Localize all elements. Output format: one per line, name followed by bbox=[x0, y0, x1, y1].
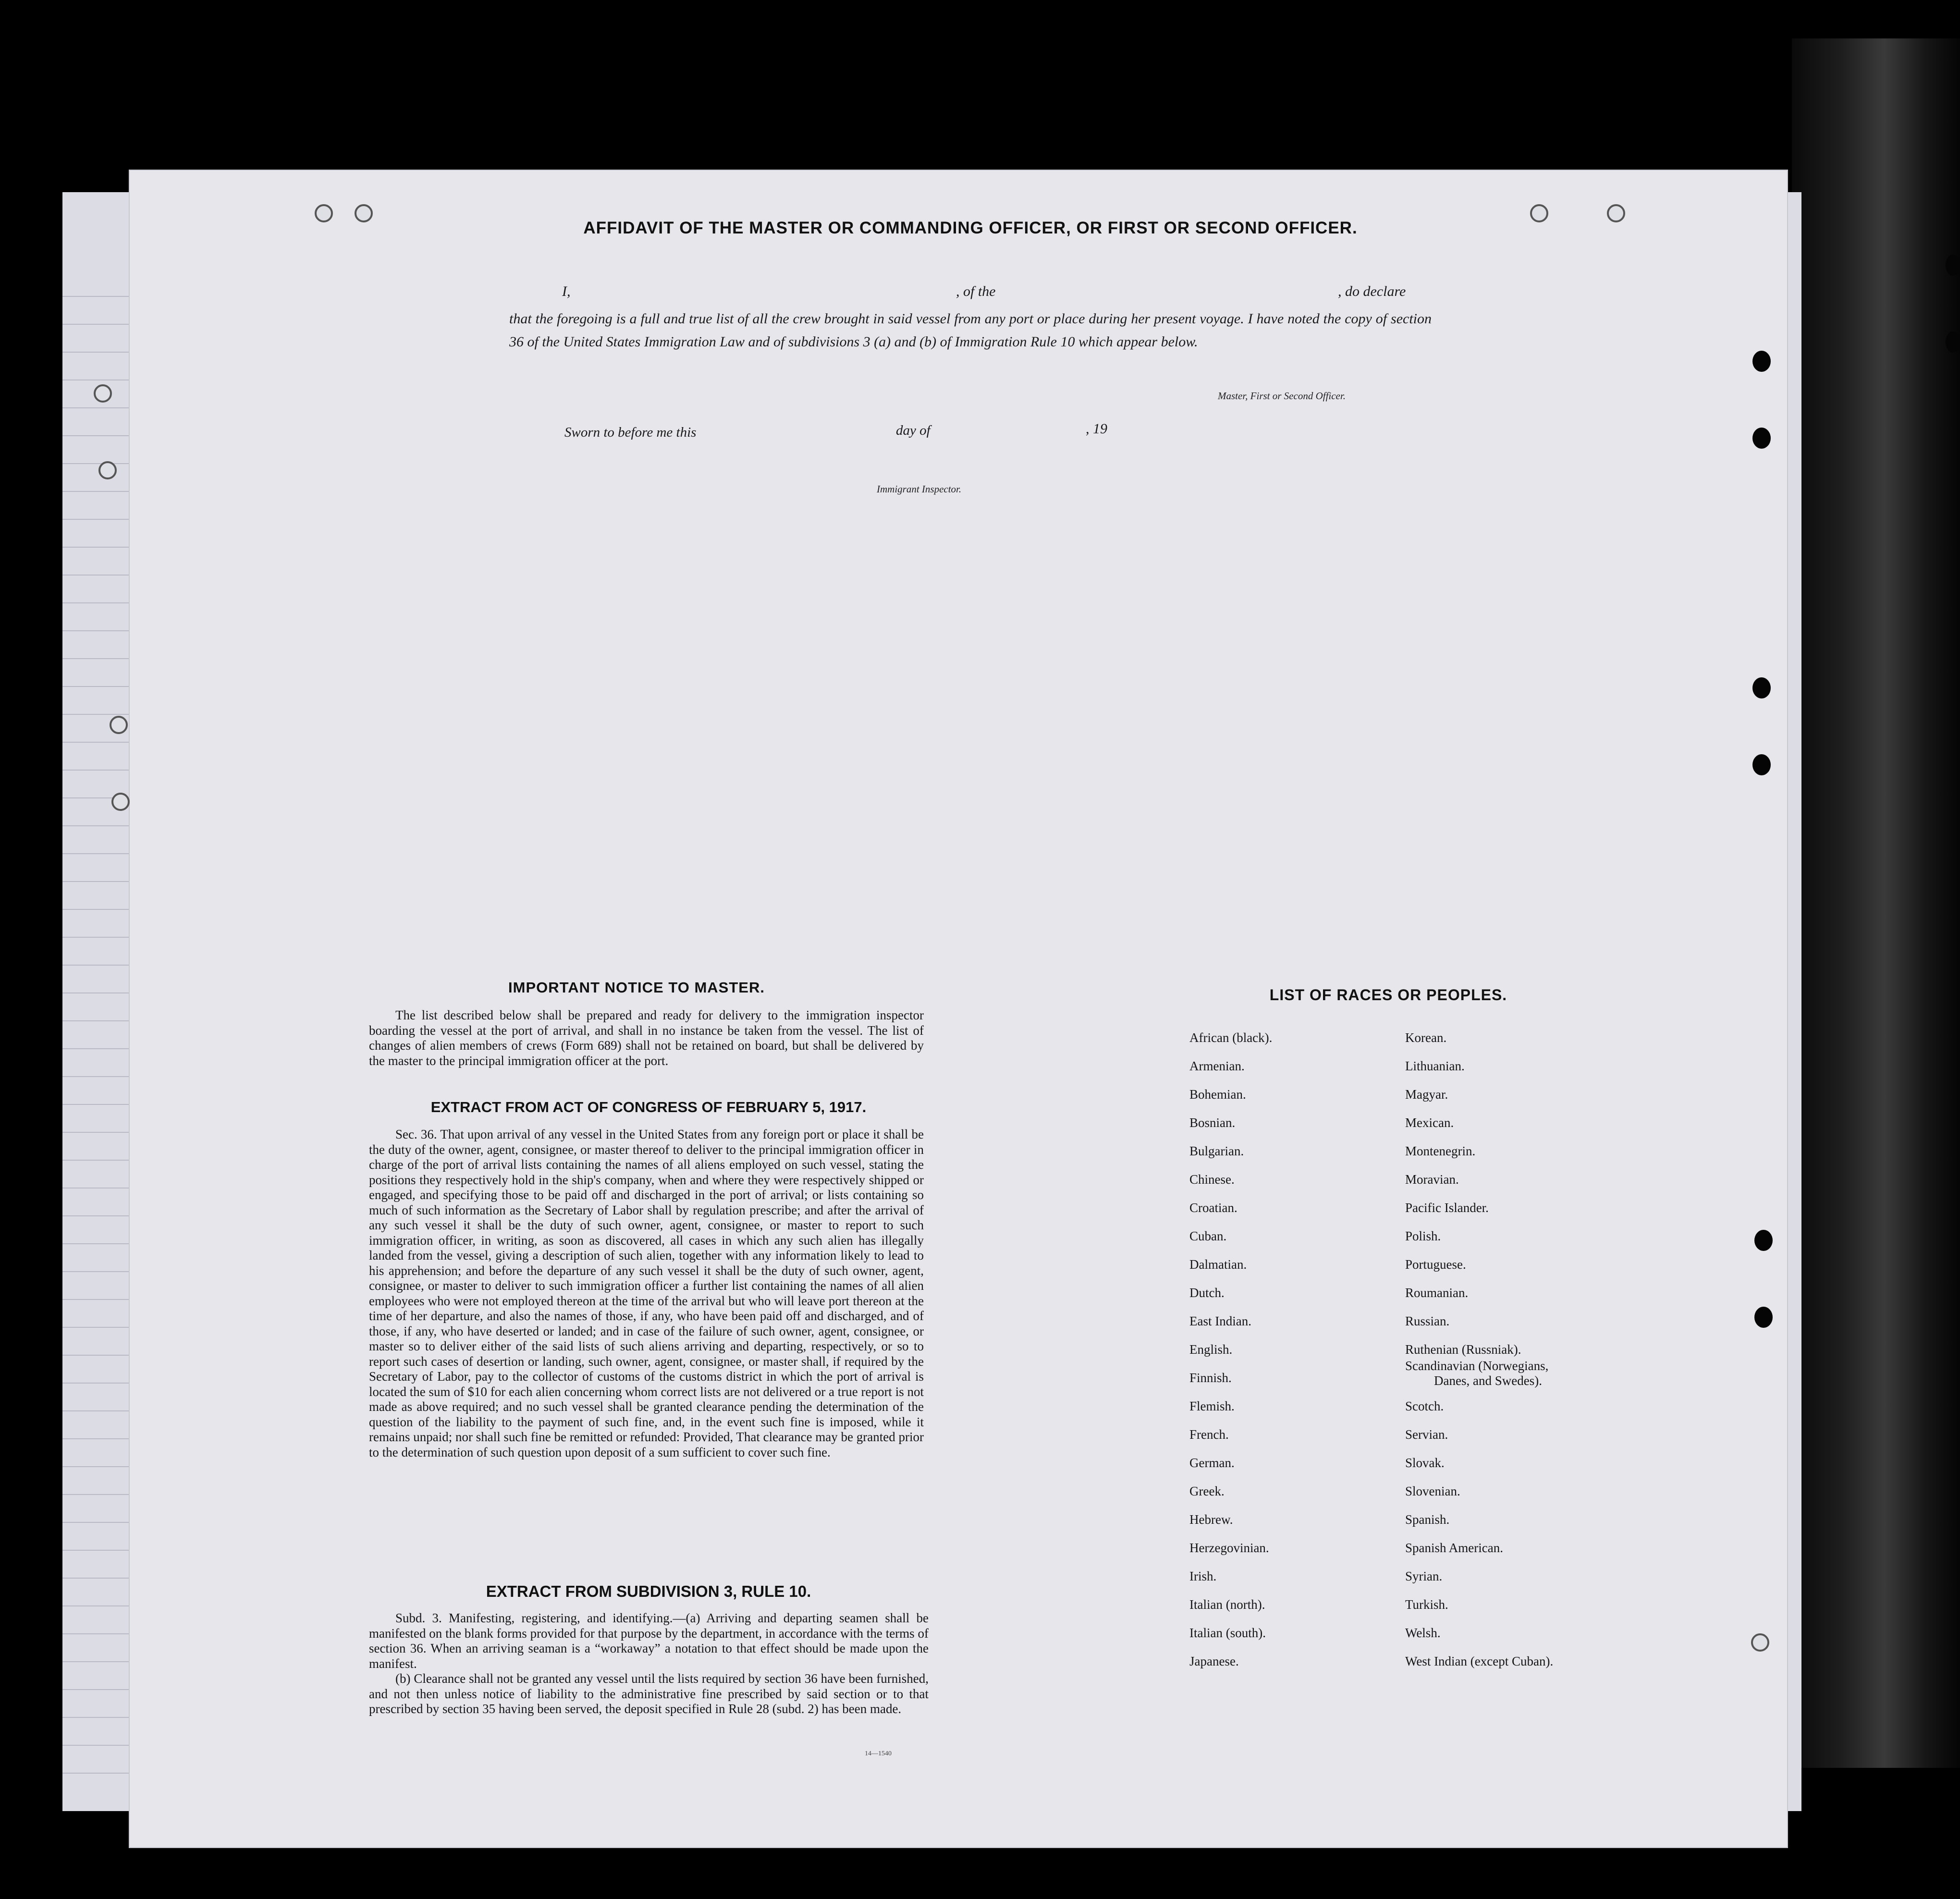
race-item: Turkish. bbox=[1405, 1597, 1448, 1612]
section-36-paragraph: Sec. 36. That upon arrival of any vessel in the United States from any foreign port or place it shall be the duty of the owner, agent, consignee, or master thereof to deliver to the principal immigration officer in charge of the port of arrival lists containing the names of all aliens employed on such vessel, stating the positions they respectively hold in the ship's company, when and where they were respectively shipped or engaged, and specifying those to be paid off and discharged in the port of arrival; or lists containing so much of such information as the Secretary of Labor shall by regulation prescribe; and after the arrival of any such vessel it shall be the duty of such owner, agent, consignee, or master to report to such immigration officer, in writing, as soon as discovered, all cases in which any such alien has illegally landed from the vessel, giving a description of such alien, together with any information likely to lead to his apprehension; and before the departure of any such vessel it shall be the duty of such owner, agent, consignee, or master to deliver to such immigration officer a further list containing the names of all alien employees who were not employed thereon at the time of the arrival but who will leave port thereon at the time of her departure, and also the names of those, if any, who have been paid off and discharged, and of those, if any, who have deserted or landed; and in case of the failure of such owner, agent, consignee, or master so to deliver either of the said lists of such aliens arriving and departing, respectively, or so to report such cases of desertion or landing, such owner, agent, consignee, or master shall, if required by the Secretary of Labor, pay to the collector of customs of the customs district in which the port of arrival is located the sum of $10 for each alien concerning whom correct lists are not delivered or a true report is not made as above required; and no such vessel shall be granted clearance pending the determination of the question of the liability to the payment of such fine, and, in the event such fine is imposed, while it remains unpaid; nor shall such fine be remitted or refunded: Provided, That clearance may be granted prior to the determination of such question upon deposit of a sum sufficient to cover such fine. bbox=[369, 1127, 924, 1459]
inspector-label: Immigrant Inspector. bbox=[877, 483, 962, 495]
race-item: Spanish American. bbox=[1405, 1541, 1503, 1555]
affidavit-of-the-label: , of the bbox=[956, 283, 996, 299]
race-item: French. bbox=[1189, 1427, 1229, 1442]
race-item: Polish. bbox=[1405, 1229, 1441, 1243]
race-item: Flemish. bbox=[1189, 1399, 1235, 1413]
rule-para-a: Subd. 3. Manifesting, registering, and identifying.—(a) Arriving and departing seamen shall be manifested on the blank forms provided for that purpose by the department, in accordance with the terms of section 36. When an arriving seaman is a “workaway” a notation to that effect should be made upon the manifest. bbox=[369, 1611, 929, 1671]
race-item: Cuban. bbox=[1189, 1229, 1227, 1243]
affidavit-declare-label: , do declare bbox=[1338, 283, 1406, 299]
race-item-continuation: Danes, and Swedes). bbox=[1434, 1373, 1542, 1388]
race-item: Scandinavian (Norwegians, bbox=[1405, 1359, 1549, 1373]
races-title: LIST OF RACES OR PEOPLES. bbox=[1269, 986, 1507, 1004]
punch-hole-icon bbox=[1754, 1230, 1773, 1251]
race-item: African (black). bbox=[1189, 1030, 1273, 1045]
signature-label: Master, First or Second Officer. bbox=[1218, 390, 1346, 402]
race-item: Scotch. bbox=[1405, 1399, 1444, 1413]
affidavit-title: AFFIDAVIT OF THE MASTER OR COMMANDING OFFICER, OR FIRST OR SECOND OFFICER. bbox=[583, 219, 1358, 237]
binder-hole-icon bbox=[1530, 204, 1548, 222]
punch-hole-icon bbox=[1752, 754, 1771, 775]
punch-hole-icon bbox=[1752, 428, 1771, 449]
binder-hole-icon bbox=[111, 793, 130, 811]
race-item: Mexican. bbox=[1405, 1115, 1454, 1130]
race-item: Bulgarian. bbox=[1189, 1144, 1244, 1158]
race-item: Irish. bbox=[1189, 1569, 1217, 1583]
race-item: Roumanian. bbox=[1405, 1286, 1469, 1300]
affidavit-paragraph: that the foregoing is a full and true list of all the crew brought in said vessel from any port or place during her present voyage. I have noted the copy of section 36 of the United States Immigration Law and of subdivisions 3 (a) and (b) of Immigration Rule 10 which appear below. bbox=[509, 311, 1432, 350]
race-item: Korean. bbox=[1405, 1030, 1447, 1045]
race-item: Herzegovinian. bbox=[1189, 1541, 1269, 1555]
notice-text bbox=[369, 1008, 924, 1068]
underlying-page-rules bbox=[62, 269, 135, 1782]
year-label: , 19 bbox=[1086, 421, 1107, 437]
punch-hole-icon bbox=[1752, 351, 1771, 372]
race-item: Armenian. bbox=[1189, 1059, 1245, 1073]
race-item: English. bbox=[1189, 1342, 1233, 1357]
punch-hole-icon bbox=[1946, 331, 1960, 353]
race-item: Moravian. bbox=[1405, 1172, 1459, 1187]
race-item: Bohemian. bbox=[1189, 1087, 1246, 1102]
notice-paragraph: The list described below shall be prepared and ready for delivery to the immigration inspector boarding the vessel at the port of arrival, and shall in no instance be taken from the vessel. The list of changes of alien members of crews (Form 689) shall not be retained on board, but shall be delivered by the master to the principal immigration officer at the port. bbox=[369, 1008, 924, 1068]
race-item: Welsh. bbox=[1405, 1626, 1441, 1640]
binder-hole-icon bbox=[1607, 204, 1625, 222]
punch-hole-icon bbox=[1754, 1307, 1773, 1328]
race-item: Syrian. bbox=[1405, 1569, 1443, 1583]
race-item: Montenegrin. bbox=[1405, 1144, 1476, 1158]
race-item: Servian. bbox=[1405, 1427, 1448, 1442]
race-item: Bosnian. bbox=[1189, 1115, 1236, 1130]
race-item: Dutch. bbox=[1189, 1286, 1225, 1300]
race-item: Lithuanian. bbox=[1405, 1059, 1465, 1073]
race-item: Portuguese. bbox=[1405, 1257, 1466, 1272]
race-item: Pacific Islander. bbox=[1405, 1201, 1489, 1215]
sworn-text: Sworn to before me this bbox=[564, 425, 697, 440]
race-item: Italian (north). bbox=[1189, 1597, 1265, 1612]
race-item: East Indian. bbox=[1189, 1314, 1251, 1328]
race-item: Japanese. bbox=[1189, 1654, 1239, 1668]
race-item: Hebrew. bbox=[1189, 1512, 1233, 1527]
race-item: Russian. bbox=[1405, 1314, 1450, 1328]
race-item: Slovenian. bbox=[1405, 1484, 1460, 1498]
race-item: Greek. bbox=[1189, 1484, 1225, 1498]
race-item: Finnish. bbox=[1189, 1371, 1232, 1385]
race-item: Italian (south). bbox=[1189, 1626, 1266, 1640]
race-item: Spanish. bbox=[1405, 1512, 1450, 1527]
race-item: Croatian. bbox=[1189, 1201, 1237, 1215]
extract-act-title: EXTRACT FROM ACT OF CONGRESS OF FEBRUARY 5, 1917. bbox=[430, 1099, 867, 1115]
punch-hole-icon bbox=[1752, 677, 1771, 698]
extract-act-text bbox=[369, 1127, 924, 1460]
extract-rule-text bbox=[369, 1611, 929, 1717]
affidavit-i-label: I, bbox=[562, 283, 571, 299]
binder-hole-icon bbox=[315, 204, 333, 222]
race-item: Slovak. bbox=[1405, 1456, 1445, 1470]
race-item: German. bbox=[1189, 1456, 1235, 1470]
binder-hole-icon bbox=[98, 461, 117, 479]
binder-hole-icon bbox=[355, 204, 373, 222]
race-item: Magyar. bbox=[1405, 1087, 1448, 1102]
binder-hole-icon bbox=[110, 716, 128, 734]
race-item: Ruthenian (Russniak). bbox=[1405, 1342, 1521, 1357]
race-item: Chinese. bbox=[1189, 1172, 1235, 1187]
background-film-edge bbox=[1792, 38, 1960, 1768]
rule-para-b: (b) Clearance shall not be granted any vessel until the lists required by section 36 have been furnished, and not then unless notice of liability to the administrative fine prescribed by said section or to that prescribed by section 35 having been served, the deposit specified in Rule 28 (subd. 2) has been made. bbox=[369, 1671, 929, 1716]
race-item: West Indian (except Cuban). bbox=[1405, 1654, 1554, 1668]
extract-rule-title: EXTRACT FROM SUBDIVISION 3, RULE 10. bbox=[486, 1582, 811, 1600]
punch-hole-icon bbox=[1946, 255, 1960, 276]
binder-hole-icon bbox=[1751, 1633, 1769, 1652]
form-number: 14—1540 bbox=[865, 1750, 892, 1757]
binder-hole-icon bbox=[94, 384, 112, 403]
notice-title: IMPORTANT NOTICE TO MASTER. bbox=[508, 979, 765, 996]
race-item: Dalmatian. bbox=[1189, 1257, 1247, 1272]
day-of-label: day of bbox=[896, 423, 931, 438]
